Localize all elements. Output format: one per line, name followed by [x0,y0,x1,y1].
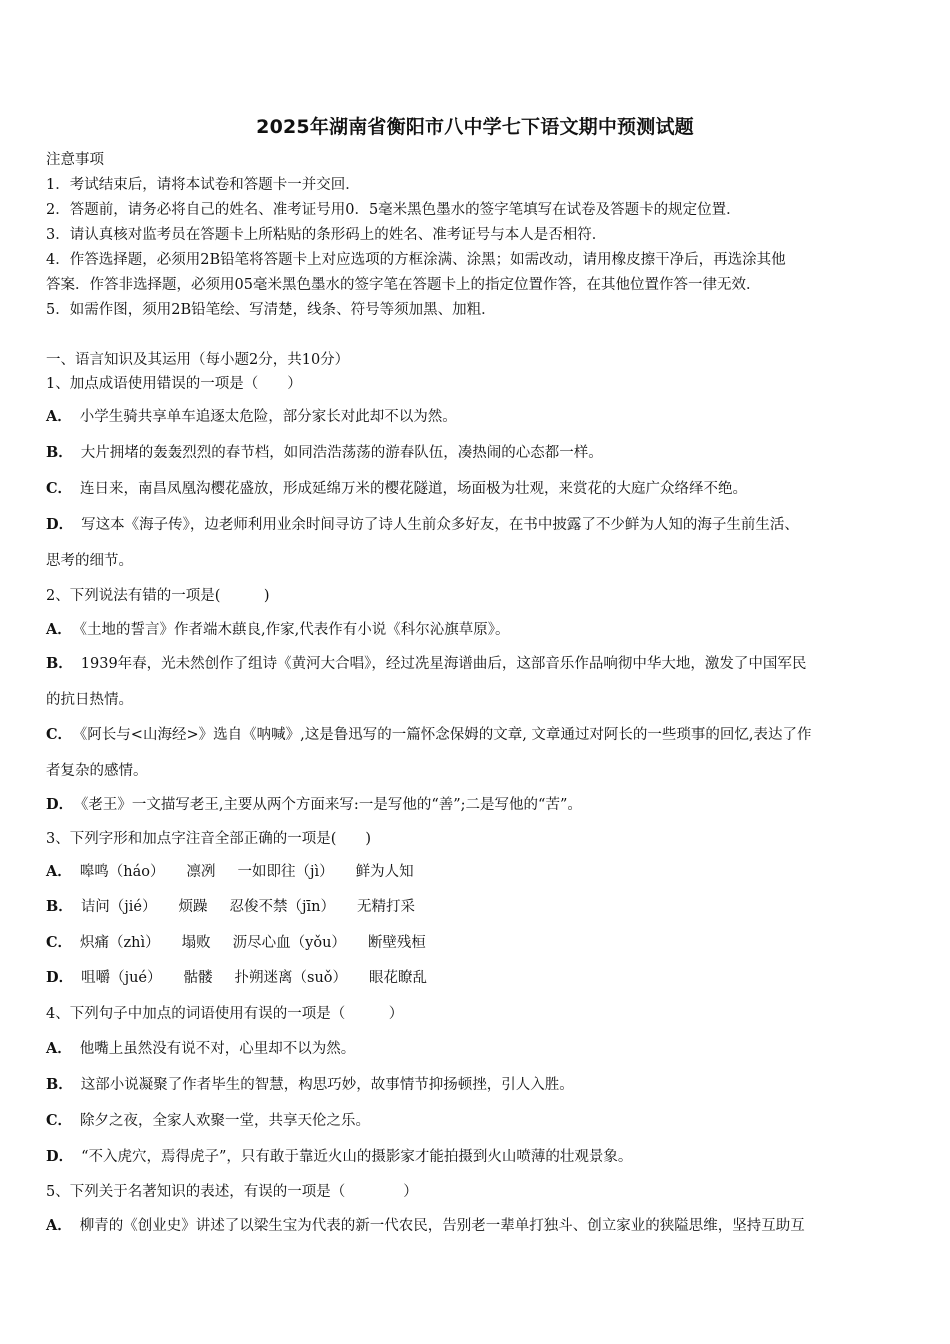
option-text-continued: 者复杂的感情。 [46,763,148,779]
option-text: 小学生骑共享单车追逐太危险，部分家长对此却不以为然。 [79,409,457,425]
question-stem: 3、下列字形和加点字注音全部正确的一项是( ) [46,831,372,847]
word-item: 忍俊不禁（jīn） [229,899,335,915]
option-text: 《老王》一文描写老王,主要从两个方面来写:一是写他的“善”;二是写他的“苦”。 [81,797,582,813]
option-text: “不入虎穴，焉得虎子”，只有敢于靠近火山的摄影家才能拍摄到火山喷薄的壮观景象。 [81,1149,633,1165]
option-text: 《阿长与<山海经>》选自《呐喊》,这是鲁迅写的一篇怀念保姆的文章, 文章通过对阿长的一些琐事的回忆,表达了作 [80,727,812,743]
word-item: 凛冽 [186,864,216,880]
option-b [46,897,415,917]
option-label: D． [46,516,74,533]
question-stem: 5、下列关于名著知识的表述，有误的一项是（ ） [46,1184,418,1200]
option-d [46,795,582,815]
word-item: 眼花瞭乱 [369,970,428,986]
option-c [46,725,812,745]
option-label: A． [46,408,72,425]
option-a [46,862,414,882]
word-item: 咀嚼（jué） [81,970,162,986]
option-a [46,620,509,640]
option-text: 1939年春，光未然创作了组诗《黄河大合唱》，经过冼星海谱曲后，这部音乐作品响彻中华大地，激发了中国军民 [80,656,807,672]
option-text: 除夕之夜，全家人欢聚一堂，共享天伦之乐。 [80,1113,371,1129]
word-item: 断壁残桓 [367,935,426,951]
option-a [46,1216,805,1236]
word-item: 炽痛（zhì） [80,935,160,951]
option-text-continued: 思考的细节。 [46,553,133,569]
notice-item: 3．请认真核对监考员在答题卡上所粘贴的条形码上的姓名、准考证号与本人是否相符． [46,227,607,243]
question-stem: 1、加点成语使用错误的一项是（ ） [46,376,302,392]
word-item: 无精打采 [356,899,415,915]
option-d [46,968,427,988]
word-item: 鲜为人知 [355,864,414,880]
word-item: 一如即往（jì） [237,864,334,880]
option-label: C． [46,480,73,497]
section-heading: 一、语言知识及其运用（每小题2分，共10分） [46,352,350,368]
word-item: 烦躁 [178,899,208,915]
word-item: 沥尽心血（yǒu） [232,935,346,951]
option-text: 《土地的誓言》作者端木蕻良,作家,代表作有小说《科尔沁旗草原》。 [79,622,510,638]
option-label: C． [46,934,73,951]
option-label: B． [46,655,73,672]
option-label: D． [46,969,74,986]
option-text: 他嘴上虽然没有说不对，心里却不以为然。 [79,1041,356,1057]
option-a [46,1039,355,1059]
option-text: 这部小说凝聚了作者毕生的智慧，构思巧妙，故事情节抑扬顿挫，引人入胜。 [80,1077,574,1093]
option-text: 连日来，南昌凤凰沟樱花盛放，形成延绵万米的樱花隧道，场面极为壮观，来赏花的大庭广众络绎不绝。 [80,481,748,497]
option-text: 柳青的《创业史》讲述了以梁生宝为代表的新一代农民，告别老一辈单打独斗、创立家业的狭隘思维，坚持互助互 [79,1218,805,1234]
word-item: 扑朔迷离（suǒ） [234,970,348,986]
notice-item: 1．考试结束后，请将本试卷和答题卡一并交回． [46,177,360,193]
option-c [46,479,747,499]
option-label: A． [46,863,72,880]
notice-heading: 注意事项 [46,152,104,168]
notice-item: 4．作答选择题，必须用2B铅笔将答题卡上对应选项的方框涂满、涂黑；如需改动，请用橡皮擦干净后，再选涂其他 [46,252,786,268]
option-label: A． [46,1217,72,1234]
word-item: 塌败 [181,935,211,951]
option-c [46,1111,370,1131]
option-a [46,407,457,427]
option-text-continued: 的抗日热情。 [46,692,133,708]
word-item: 骷髅 [183,970,213,986]
option-label: B． [46,898,73,915]
option-text: 大片拥堵的轰轰烈烈的春节档，如同浩浩荡荡的游春队伍，凑热闹的心态都一样。 [80,445,603,461]
option-label: B． [46,444,73,461]
option-text: 写这本《海子传》，边老师利用业余时间寻访了诗人生前众多好友，在书中披露了不少鲜为人知的海子生前生活、 [81,517,799,533]
option-label: A． [46,621,72,638]
option-label: C． [46,726,73,743]
option-b [46,654,806,674]
option-label: A． [46,1040,72,1057]
option-label: B． [46,1076,73,1093]
notice-item: 5．如需作图，须用2B铅笔绘、写清楚，线条、符号等须加黑、加粗． [46,302,496,318]
word-item: 嗥鸣（háo） [79,864,165,880]
word-item: 诘问（jié） [80,899,157,915]
notice-item: 答案．作答非选择题，必须用05毫米黑色墨水的签字笔在答题卡上的指定位置作答，在其他位置作答一律无效． [46,277,761,293]
option-b [46,443,603,463]
option-label: D． [46,796,74,813]
question-stem: 2、下列说法有错的一项是( ) [46,588,270,604]
question-stem: 4、下列句子中加点的词语使用有误的一项是（ ） [46,1006,404,1022]
option-d [46,515,799,535]
page-title: 2025年湖南省衡阳市八中学七下语文期中预测试题 [256,116,694,138]
option-b [46,1075,574,1095]
notice-item: 2．答题前，请务必将自己的姓名、准考证号用0．5毫米黑色墨水的签字笔填写在试卷及答题卡的规定位置． [46,202,741,218]
option-d [46,1147,632,1167]
option-c [46,933,426,953]
option-label: C． [46,1112,73,1129]
option-label: D． [46,1148,74,1165]
